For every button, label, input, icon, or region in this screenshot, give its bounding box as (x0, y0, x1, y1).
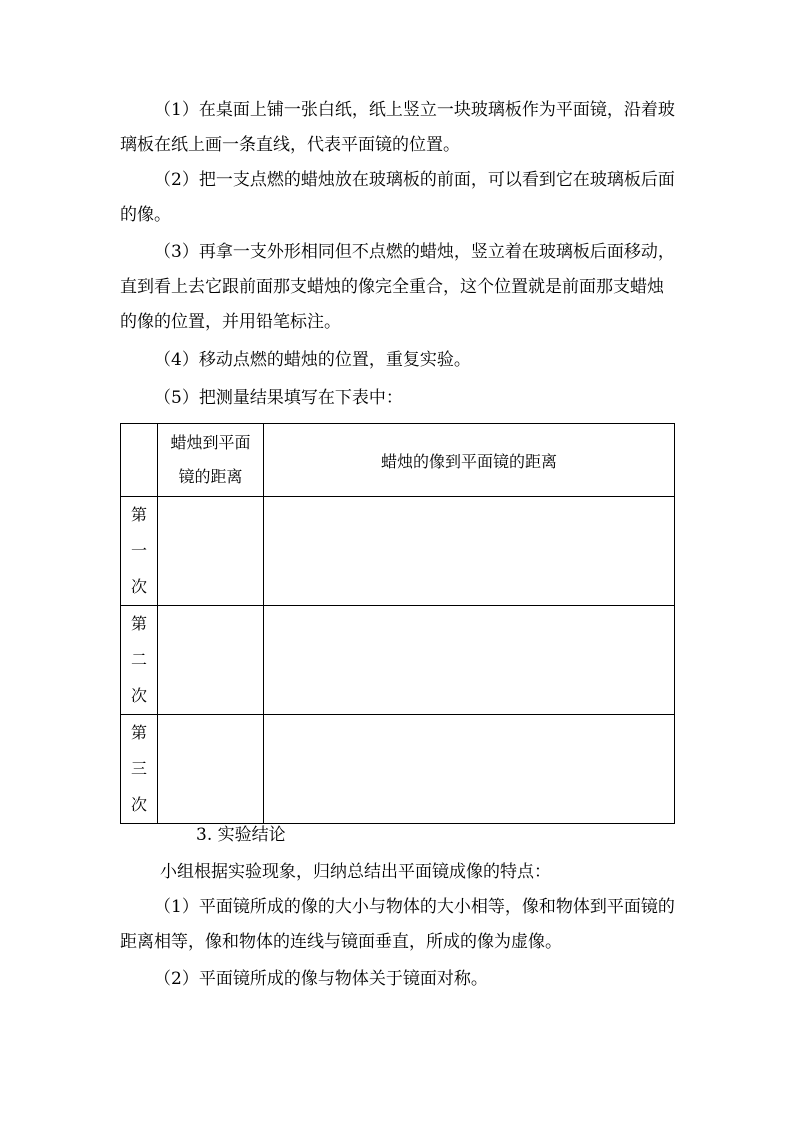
candle-distance-cell[interactable] (158, 715, 264, 824)
table-row (121, 606, 675, 715)
image-distance-cell[interactable] (264, 606, 675, 715)
conclusion-point-2: （2）平面镜所成的像与物体关于镜面对称。 (154, 969, 488, 989)
row-label-char: 一 (130, 541, 147, 560)
header-candle-line-1: 蜡烛到平面 (170, 433, 251, 452)
measurement-table (120, 423, 675, 824)
row-label-char: 次 (130, 686, 147, 705)
table-header-row (121, 424, 675, 497)
header-empty-cell (121, 424, 158, 497)
row-label-char: 三 (130, 759, 147, 778)
step-2: （2）把一支点燃的蜡烛放在玻璃板的前面，可以看到它在玻璃板后面的像。 (120, 170, 675, 225)
table-row (121, 497, 675, 606)
step-3: （3）再拿一支外形相同但不点燃的蜡烛，竖立着在玻璃板后面移动，直到看上去它跟前面那支蜡烛的像完全重合，这个位置就是前面那支蜡烛的像的位置，并用铅笔标注。 (120, 242, 675, 332)
step-4: （4）移动点燃的蜡烛的位置，重复实验。 (154, 350, 471, 370)
step-1: （1）在桌面上铺一张白纸，纸上竖立一块玻璃板作为平面镜，沿着玻璃板在纸上画一条直线，代表平面镜的位置。 (120, 100, 675, 155)
row-label-char: 第 (130, 614, 147, 633)
image-distance-cell[interactable] (264, 715, 675, 824)
conclusion-point-1: （1）平面镜所成的像的大小与物体的大小相等，像和物体到平面镜的距离相等，像和物体的连线与镜面垂直，所成的像为虚像。 (120, 897, 675, 952)
row-label-char: 第 (130, 723, 147, 742)
row-label-char: 次 (130, 795, 147, 814)
conclusion-title: 3. 实验结论 (196, 825, 286, 845)
row-label-char: 次 (130, 577, 147, 596)
row-label-first (121, 497, 158, 606)
table-row (121, 715, 675, 824)
step-5: （5）把测量结果填写在下表中： (154, 388, 403, 408)
row-label-second (121, 606, 158, 715)
image-distance-cell[interactable] (264, 497, 675, 606)
row-label-char: 二 (130, 650, 147, 669)
conclusion-intro: 小组根据实验现象，归纳总结出平面镜成像的特点： (160, 862, 551, 882)
header-candle-distance (158, 424, 264, 497)
header-image-distance: 蜡烛的像到平面镜的距离 (264, 424, 675, 497)
header-candle-line-2: 镜的距离 (178, 467, 243, 486)
candle-distance-cell[interactable] (158, 497, 264, 606)
candle-distance-cell[interactable] (158, 606, 264, 715)
row-label-char: 第 (130, 505, 147, 524)
row-label-third (121, 715, 158, 824)
